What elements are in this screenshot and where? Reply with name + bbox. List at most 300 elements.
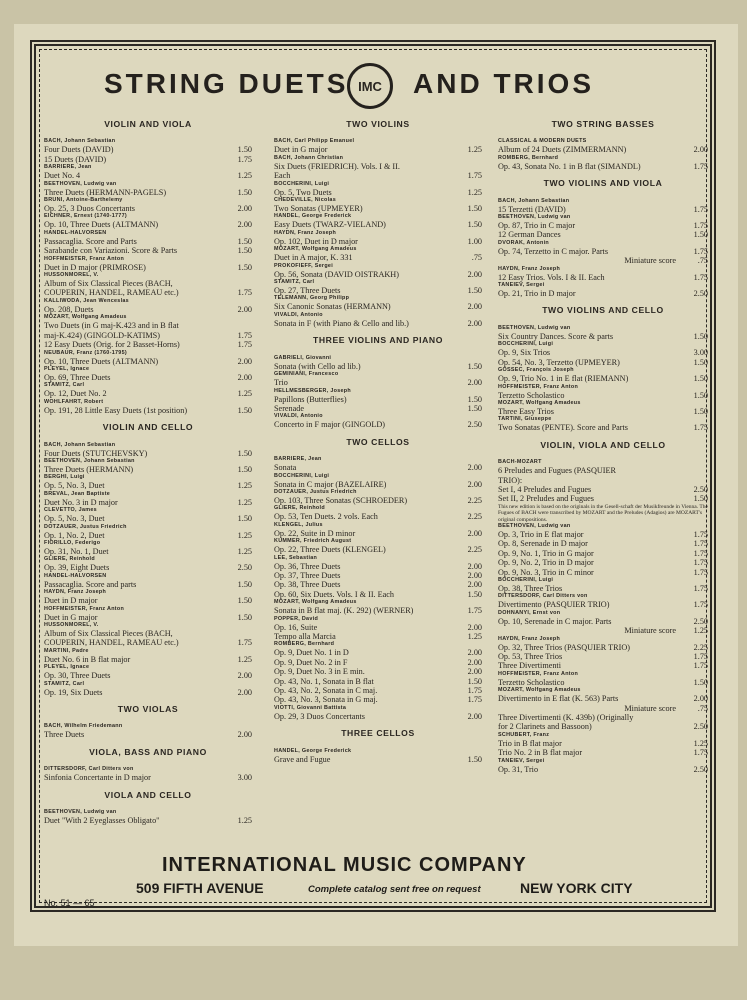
work-title: Op. 32, Three Trios (PASQUIER TRIO) [498,642,630,652]
price: .75 [471,253,482,263]
catalog-entry [274,562,482,571]
price: 2.00 [467,657,482,667]
work-title: Op. 8, Serenade in D major [498,539,588,549]
catalog-entry [44,638,252,647]
catalog-entry [274,237,482,246]
composer-name: HAYDN, Franz Joseph [274,229,337,236]
work-title: maj-K.424) (GINGOLD-KATIMS) [44,330,160,340]
price: 2.00 [467,648,482,658]
work-title: Op. 56, Sonata (DAVID OISTRAKH) [274,269,399,279]
price: 1.75 [693,161,708,171]
catalog-entry [44,655,252,664]
composer-name: GLIERE, Reinhold [274,505,325,512]
price: 1.75 [467,686,482,696]
price: 1.50 [237,236,252,246]
catalog-entry [44,498,252,507]
work-title: Duet in D major [44,596,98,606]
catalog-entry [498,407,708,416]
catalog-number: No. 51 — 65 [44,898,95,908]
catalog-entry [498,661,708,670]
price: 2.50 [467,420,482,430]
work-title: Album of 24 Duets (ZIMMERMANN) [498,145,627,155]
composer-name: STAMITZ, Carl [44,382,85,389]
catalog-entry [498,466,708,475]
catalog-entry [274,378,482,387]
catalog-entry [498,568,708,577]
work-title: Op. 5, Two Duets [274,187,332,197]
work-title: Three Duets (HERMANN-PAGELS) [44,187,167,197]
price: 1.75 [693,539,708,549]
price: 1.50 [237,246,252,256]
section-heading: THREE CELLOS [341,728,415,739]
price: 2.25 [467,545,482,555]
work-title: Duet in G major [44,612,98,622]
work-title: TRIO): [498,475,523,485]
catalog-entry [498,704,708,713]
price: 2.00 [467,711,482,721]
work-title: Op. 5, No. 3, Duet [44,514,105,524]
catalog-entry [274,463,482,472]
catalog-entry [498,247,708,256]
price: 1.50 [693,357,708,367]
composer-name: HUSSONMOREL, V. [44,272,99,279]
section-heading: TWO VIOLINS AND CELLO [542,305,664,316]
composer-name: KALLIWODA, Jean Wenceslas [44,297,129,304]
price: 2.00 [693,694,708,704]
price: 3.00 [693,348,708,358]
work-title: Op. 3, Trio in E flat major [498,529,584,539]
work-title: 12 Easy Trios. Vols. I & II. Each [498,272,605,282]
price: 1.75 [237,638,252,648]
composer-name: HUSSONMOREL, V. [44,622,99,628]
work-title: Op. 30, Three Duets [44,671,111,681]
catalog-entry [44,237,252,246]
price: 1.50 [693,494,708,504]
work-title: Six Duets (FRIEDRICH). Vols. I & II. [274,161,400,171]
catalog-entry [44,246,252,255]
price: 1.50 [693,374,708,384]
catalog-entry [44,816,252,825]
catalog-entry [44,188,252,197]
price: .75 [697,703,708,713]
price: 1.50 [467,220,482,230]
catalog-entry [274,145,482,154]
work-title: Six Country Dances. Score & parts [498,331,614,341]
catalog-entry [498,289,708,298]
composer-name: PLEYEL, Ignace [44,365,90,372]
composer-name: GABRIELI, Giovanni [274,354,332,361]
catalog-entry [498,539,708,548]
catalog-entry [498,230,708,239]
price: 2.50 [693,484,708,494]
price: 1.75 [467,606,482,616]
work-title: Six Canonic Sonatas (HERMANN) [274,302,391,312]
catalog-entry [44,155,252,164]
work-title: COUPERIN, HANDEL, RAMEAU etc.) [44,638,179,648]
composer-name: MARTINI, Padre [44,647,89,654]
price: 1.25 [237,530,252,540]
work-title: Op. 69, Three Duets [44,372,111,382]
work-title: Four Duets (STUTCHEVSKY) [44,448,148,458]
catalog-entry [498,765,708,774]
work-title: Op. 9, Duet No. 1 in D [274,648,349,658]
catalog-entry [274,404,482,413]
work-title: COUPERIN, HANDEL, RAMEAU etc.) [44,288,179,298]
composer-name: BEETHOVEN, Ludwig van [498,324,571,331]
composer-name: BACH, Johann Sebastian [44,441,116,448]
catalog-entry [44,481,252,490]
price: 1.75 [693,661,708,671]
composer-name: MOZART, Wolfgang Amadeus [498,399,581,406]
composer-name: DITTERSDORF, Carl Ditters von [44,766,134,773]
catalog-entry [498,626,708,635]
price: 1.25 [237,654,252,664]
price: 2.00 [467,580,482,590]
price: 2.00 [237,671,252,681]
work-title: for 2 Clarinets and Bassoon) [498,722,592,732]
composer-name: VIVALDI, Antonio [274,413,323,420]
work-title: Op. 9, Duet No. 3 in E min. [274,667,365,677]
catalog-entry [498,530,708,539]
work-title: Op. 12, Duet No. 2 [44,389,107,399]
work-title: Duet No. 6 in B flat major [44,654,131,664]
section-heading: VIOLA, BASS AND PIANO [89,746,207,757]
price: 2.50 [693,616,708,626]
work-title: Trio No. 2 in B flat major [498,748,583,758]
catalog-entry [498,485,708,494]
catalog-entry [44,373,252,382]
work-title: Album of Six Classical Pieces (BACH, [44,629,173,638]
price: 1.50 [693,331,708,341]
city: NEW YORK CITY [520,880,633,896]
catalog-entry [498,600,708,609]
work-title: Op. 43, No. 1, Sonata in B flat [274,676,374,686]
catalog-entry [498,617,708,626]
work-title: Album of Six Classical Pieces (BACH, [44,279,173,289]
price: 1.75 [467,171,482,181]
price: 1.25 [693,626,708,636]
price: 1.50 [693,390,708,400]
price: 2.00 [237,304,252,314]
composer-name: GOSSEC, François Joseph [498,367,574,374]
work-title: Three Easy Trios [498,406,554,416]
composer-name: SCHUBERT, Franz [498,731,550,738]
work-title: Op. 16, Suite [274,622,318,632]
catalog-entry [44,279,252,288]
composer-name: BEETHOVEN, Ludwig van [498,522,571,529]
price: 1.75 [693,423,708,433]
price: 1.75 [237,340,252,350]
price: 1.25 [237,546,252,556]
composer-name: WOHLFAHRT, Robert [44,398,104,405]
price: 1.25 [237,816,252,826]
price: 2.50 [237,563,252,573]
catalog-entry [498,722,708,731]
catalog-entry [498,584,708,593]
price: 1.75 [693,600,708,610]
price: 1.50 [693,677,708,687]
catalog-entry [44,449,252,458]
composer-name: HOFFMEISTER, Franz Anton [498,383,579,390]
work-title: Op. 9, No. 2, Trio in D major [498,558,594,568]
composer-name: BOCCHERINI, Luigi [274,180,330,187]
composer-name: CHEDEVILLE, Nicolas [274,197,337,204]
work-title: Two Sonatas (PENTE). Score and Parts [498,423,628,433]
composer-name: LEE, Sebastian [274,554,318,561]
catalog-entry [44,171,252,180]
catalog-entry [498,391,708,400]
price: 2.00 [467,561,482,571]
work-title: Divertimento in E flat (K. 563) Parts [498,694,619,704]
catalog-entry [498,494,708,503]
composer-name: HOFFMEISTER, Franz Anton [44,255,125,262]
price: 2.25 [467,495,482,505]
catalog-entry [274,302,482,311]
work-title: Op. 10, Serenade in C major. Parts [498,616,612,626]
work-title: Op. 9, No. 3, Trio in C minor [498,567,594,577]
work-title: Duet "With 2 Eyeglasses Obligato" [44,816,160,826]
composer-name: CLEVETTO, James [44,507,97,514]
composer-name: DITTERSDORF, Carl Ditters von [498,593,588,600]
work-title: Passacaglia. Score and Parts [44,236,137,246]
work-title: Four Duets (DAVID) [44,145,114,155]
work-title: Duet in A major, K. 331 [274,253,353,263]
work-title: Three Divertimenti (K. 439b) (Originally [498,713,634,723]
price: 1.50 [467,676,482,686]
catalog-entry [44,563,252,572]
work-title: 6 Preludes and Fugues (PASQUIER [498,466,616,476]
catalog-entry [274,529,482,538]
price: 2.00 [467,302,482,312]
catalog-entry [498,694,708,703]
catalog-entry [44,730,252,739]
work-title: Op. 74, Terzetto in C major. Parts [498,246,609,256]
work-title: Op. 87, Trio in C major [498,221,576,231]
catalog-entry [498,652,708,661]
work-title: Op. 191, 28 Little Easy Duets (1st position) [44,405,188,415]
price: 2.25 [693,642,708,652]
composer-name: BACH, Johann Sebastian [498,197,570,204]
catalog-note: Complete catalog sent free on request [308,884,481,895]
work-title: Op. 103, Three Sonatas (SCHROEDER) [274,495,408,505]
composer-name: BREVAL, Jean Baptiste [44,490,111,497]
catalog-entry [498,643,708,652]
catalog-entry [44,389,252,398]
composer-name: STAMITZ, Carl [274,279,315,286]
catalog-entry [44,596,252,605]
composer-name: MOZART, Wolfgang Amadeus [274,599,357,606]
work-title: Op. 43, No. 2, Sonata in C maj. [274,686,378,696]
catalog-entry [44,613,252,622]
work-title: Set II, 2 Preludes and Fugues [498,494,594,504]
work-title: Three Duets [44,730,85,740]
price: 2.50 [693,722,708,732]
catalog-entry [498,423,708,432]
catalog-entry [44,773,252,782]
catalog-entry [274,712,482,721]
catalog-entry [274,253,482,262]
composer-name: ROMBERG, Bernhard [498,154,559,161]
price: 1.75 [693,272,708,282]
composer-name: MOZART, Wolfgang Amadeus [498,687,581,694]
work-title: Op. 10, Three Duets (ALTMANN) [44,220,159,230]
composer-name: DVORAK, Antonin [498,239,550,246]
catalog-entry [44,204,252,213]
catalog-entry [274,362,482,371]
work-title: 12 German Dances [498,230,561,240]
catalog-entry [274,496,482,505]
price: 2.00 [237,356,252,366]
catalog-entry [44,514,252,523]
work-title: Tempo alla Marcia [274,632,336,641]
composer-name: HANDEL-HALVORSEN [44,572,107,579]
work-title: Duet in D major (PRIMROSE) [44,262,146,272]
price: 1.75 [693,529,708,539]
composer-name: VIVALDI, Antonio [274,311,323,318]
price: 1.25 [467,632,482,641]
price: 1.75 [693,204,708,214]
catalog-entry [274,580,482,589]
section-heading: TWO VIOLAS [117,704,179,715]
catalog-entry [274,188,482,197]
price: 1.50 [467,754,482,764]
composer-name: STAMITZ, Carl [44,680,85,687]
price: 2.50 [693,289,708,299]
price: 1.25 [237,389,252,399]
section-heading: VIOLIN, VIOLA AND CELLO [540,439,666,450]
price: 1.50 [693,230,708,240]
price: 1.50 [237,579,252,589]
catalog-entry [274,270,482,279]
catalog-entry [498,332,708,341]
work-title: Op. 9, No. 1, Trio in G major [498,548,594,558]
work-title: Terzetto Scholastico [498,677,565,687]
section-heading: VIOLIN AND VIOLA [104,119,192,129]
price: 1.25 [467,187,482,197]
work-title: Duet No. 3 in D major [44,497,118,507]
price: 1.50 [467,361,482,371]
price: 1.75 [237,330,252,340]
catalog-entry [44,671,252,680]
price: 1.75 [693,748,708,758]
catalog-entry [498,739,708,748]
price: 1.50 [237,464,252,474]
price: 1.50 [467,589,482,599]
price: 1.50 [237,187,252,197]
composer-name: BACH, Johann Christian [274,154,344,161]
work-title: Op. 53, Ten Duets. 2 vols. Each [274,512,378,522]
catalog-entry [498,348,708,357]
price: 1.75 [693,548,708,558]
catalog-entry [44,629,252,638]
work-title: Each [274,171,291,181]
work-title: Divertimento (PASQUIER TRIO) [498,600,610,610]
catalog-entry [274,395,482,404]
price: 1.50 [237,514,252,524]
catalog-entry [498,374,708,383]
catalog-entry [44,220,252,229]
composer-name: BOCCHERINI, Luigi [498,577,554,583]
price: 1.50 [237,612,252,622]
composer-name: BARRIERE, Jean [274,456,322,463]
catalog-entry [44,288,252,297]
composer-name: MOZART, Wolfgang Amadeus [274,246,357,253]
composer-name: VIOTTI, Giovanni Battista [274,704,347,711]
composer-name: PLEYEL, Ignace [44,664,90,671]
catalog-entry [274,695,482,704]
work-title: Op. 39, Eight Duets [44,563,110,573]
catalog-entry [498,748,708,757]
work-title: Op. 54, No. 3, Terzetto (UPMEYER) [498,357,620,367]
column-middle [274,120,482,764]
column-right [498,120,708,774]
work-title: 15 Duets (DAVID) [44,154,107,164]
composer-name: BOCCHERINI, Luigi [274,472,330,479]
price: 2.00 [237,730,252,740]
price: 2.00 [467,622,482,632]
price: 2.00 [467,269,482,279]
composer-name: BACH, Johann Sebastian [44,138,116,145]
catalog-entry [274,667,482,676]
work-title: Sonata [274,463,297,473]
price: 1.25 [237,171,252,181]
composer-name: FIORILLO, Federigo [44,539,101,546]
composer-name: BARRIERE, Jean [44,164,92,171]
work-title: Sarabande con Variazioni. Score & Parts [44,246,178,256]
price: 1.50 [467,394,482,404]
imc-logo [347,63,393,109]
catalog-entry [44,688,252,697]
work-title: Op. 21, Trio in D major [498,289,576,299]
composer-name: GEMINIANI, Francesco [274,371,339,378]
work-title: Op. 25, 3 Duos Concertants [44,204,135,214]
section-heading: THREE VIOLINS AND PIANO [313,335,443,346]
catalog-entry [498,476,708,485]
composer-name: DOHNANYI, Ernst von [498,609,561,616]
price: 1.25 [467,145,482,155]
price: 2.00 [467,463,482,473]
composer-name: HANDEL, George Frederick [274,213,352,220]
work-title: Op. 208, Duets [44,304,94,314]
catalog-entry [44,547,252,556]
composer-name: HAYDN, Franz Joseph [498,265,561,272]
composer-name: MOZART, Wolfgang Amadeus [44,314,127,321]
work-title: Op. 102, Duet in D major [274,236,358,246]
catalog-entry [274,420,482,429]
work-title: Trio [274,378,288,388]
catalog-entry [498,145,708,154]
composer-name: DOTZAUER, Justus Friedrich [44,523,127,530]
composer-name: BEETHOVEN, Ludwig van [44,180,117,187]
price: 2.00 [467,479,482,489]
work-title: Two Sonatas (UPMEYER) [274,204,363,214]
price: 1.50 [237,448,252,458]
price: 2.00 [467,667,482,677]
composer-name: TANEIEV, Sergei [498,282,545,289]
work-title: 15 Terzetti (DAVID) [498,204,566,214]
composer-name: CLASSICAL & MODERN DUETS [498,138,587,145]
work-title: Op. 27, Three Duets [274,286,341,296]
catalog-entry [44,321,252,330]
catalog-entry [44,331,252,340]
price: 1.50 [237,596,252,606]
price: .75 [697,256,708,266]
composer-name: GLIERE, Reinhold [44,556,95,563]
work-title: Op. 60, Six Duets. Vols. I & II. Each [274,589,395,599]
price: 1.50 [237,405,252,415]
catalog-entry [44,465,252,474]
catalog-entry [44,340,252,349]
